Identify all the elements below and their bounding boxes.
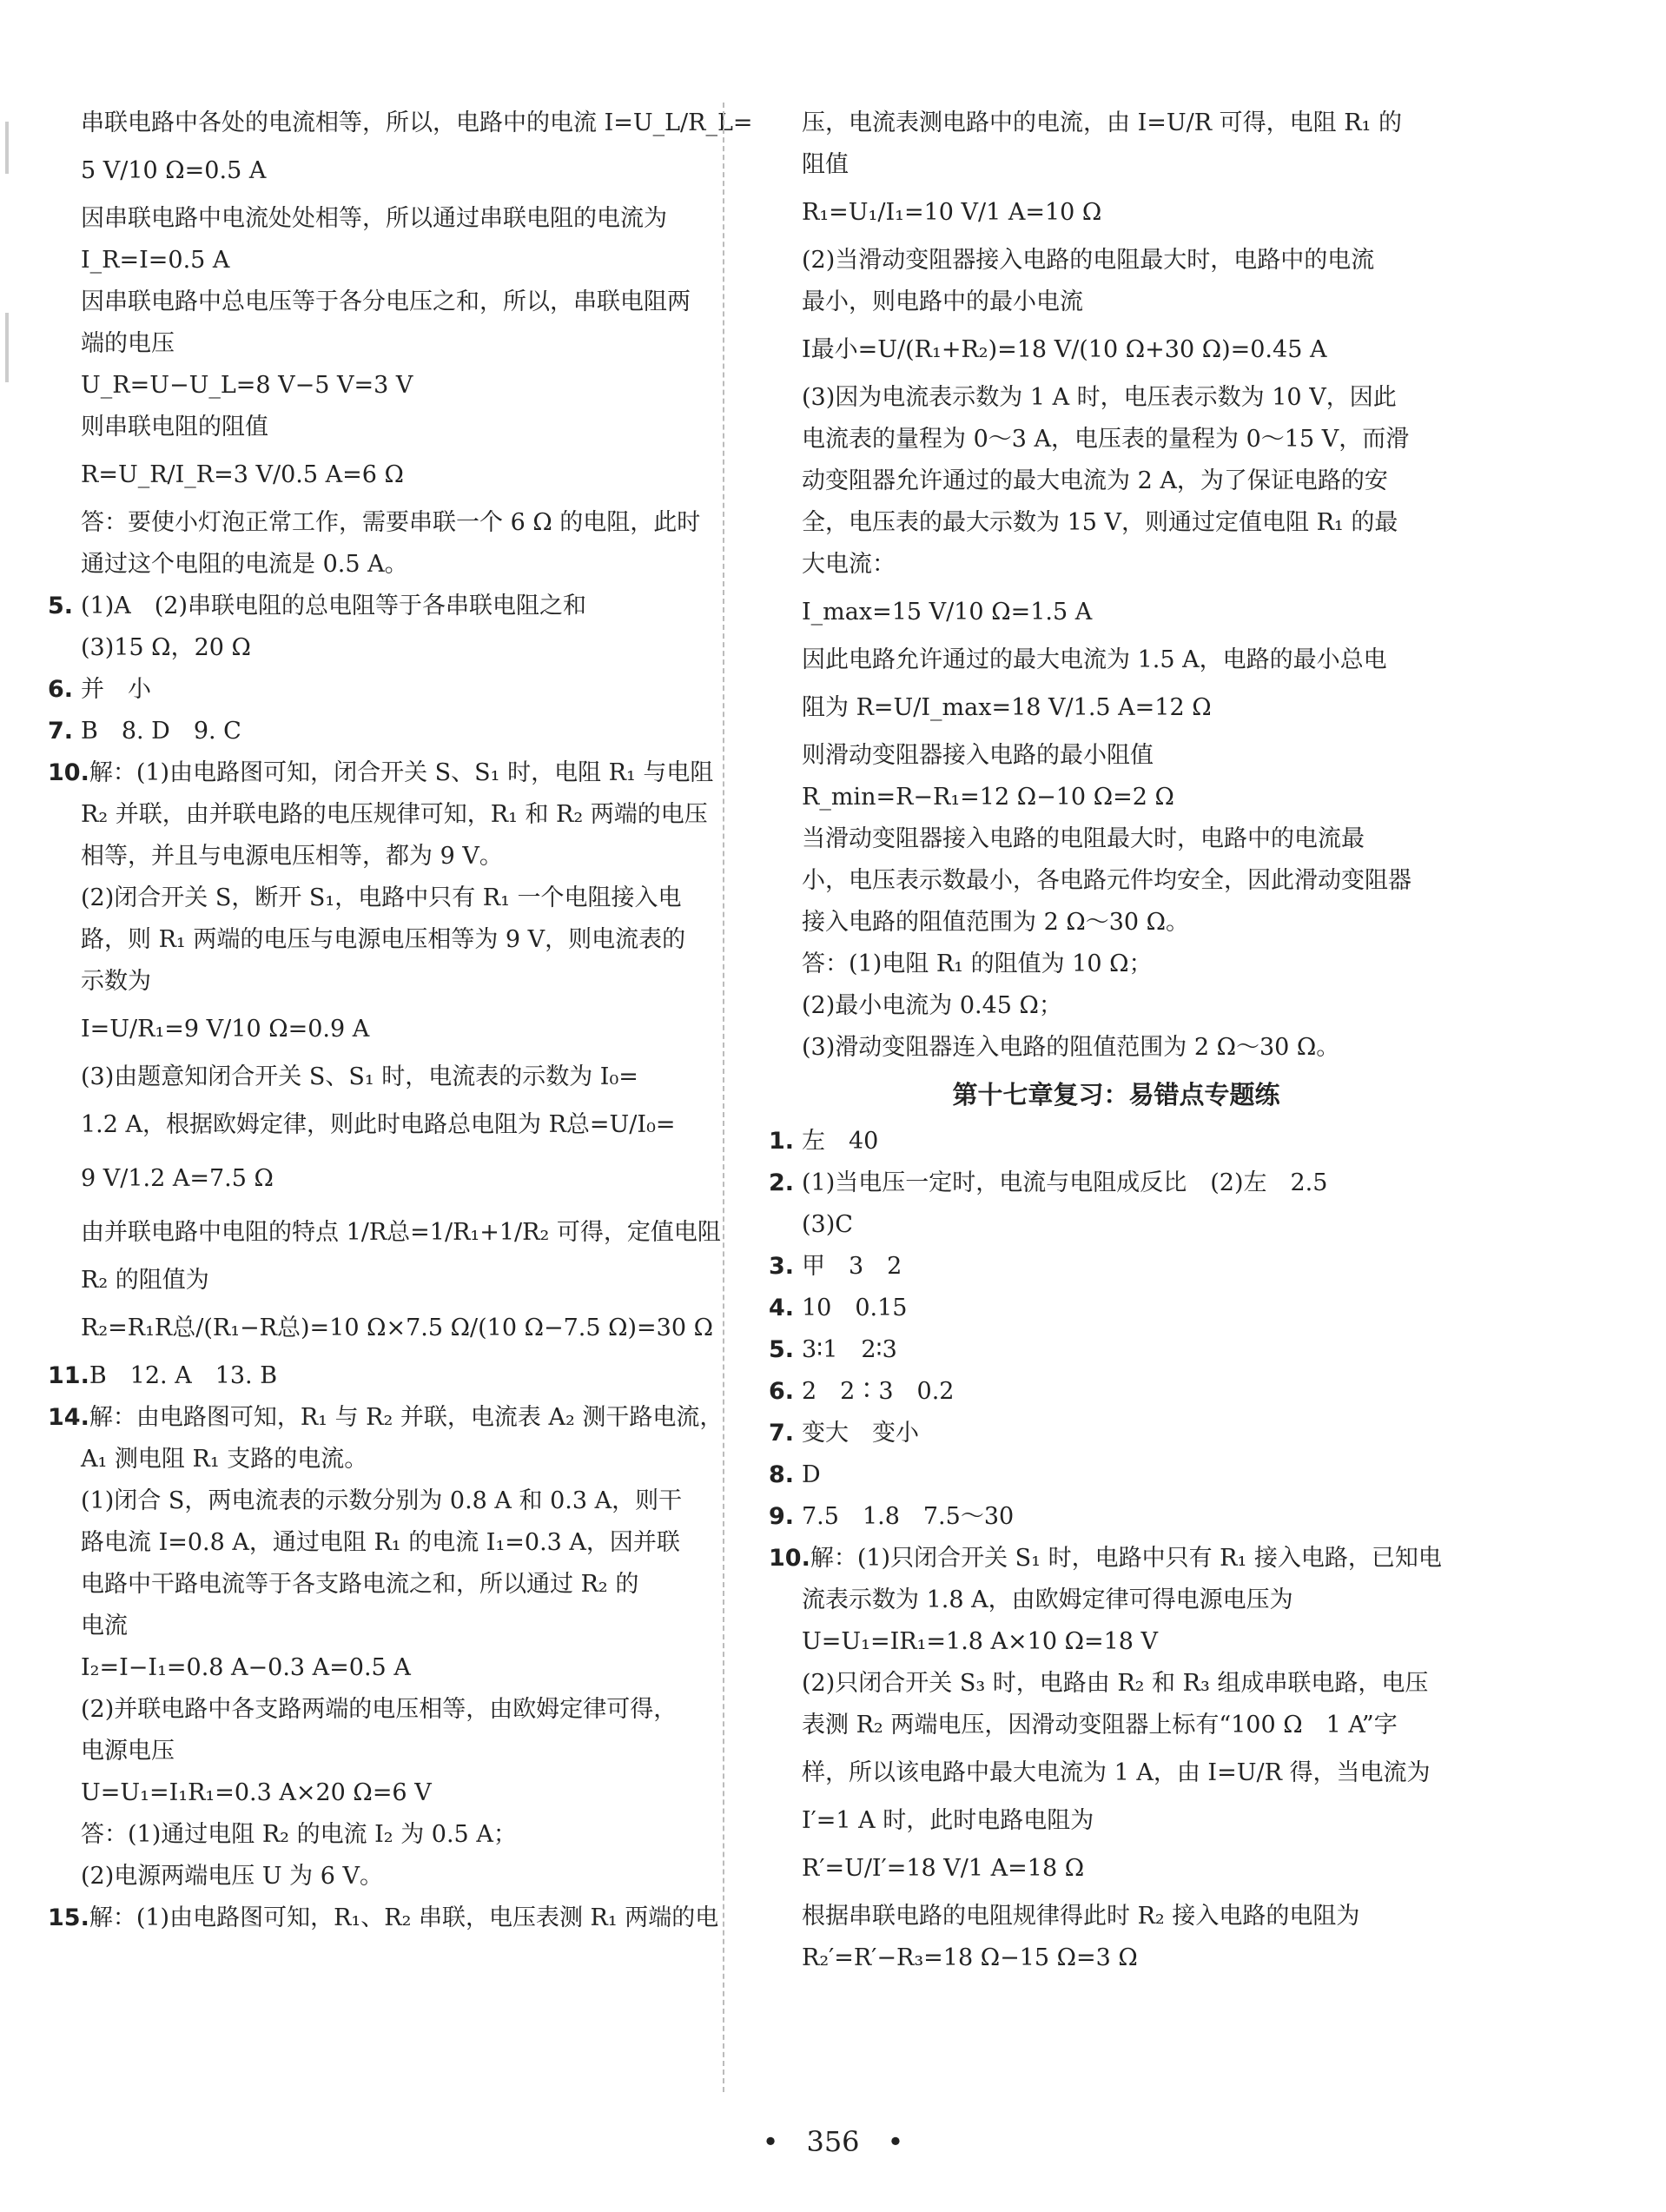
answer-line bbox=[769, 639, 1464, 681]
answer-text: 小，电压表示数最小，各电路元件均安全，因此滑动变阻器 bbox=[802, 867, 1411, 894]
margin-mark bbox=[5, 122, 9, 174]
answer-text: (1)A (2)串联电阻的总电阻等于各串联电阻之和 bbox=[81, 593, 586, 619]
chapter-title: 第十七章复习：易错点专题练 bbox=[952, 1080, 1280, 1109]
answer-line bbox=[769, 985, 1464, 1027]
answer-text: 10 0.15 bbox=[802, 1295, 908, 1321]
answer-text: 最小，则电路中的最小电流 bbox=[802, 288, 1083, 315]
answer-text: 路，则 R₁ 两端的电压与电源电压相等为 9 V，则电流表的 bbox=[81, 926, 686, 953]
question-number: 11. bbox=[48, 1362, 89, 1389]
answer-line bbox=[48, 1606, 743, 1647]
answer-line bbox=[48, 448, 743, 502]
answer-line bbox=[769, 944, 1464, 985]
question-number: 7. bbox=[48, 718, 74, 745]
answer-text: 答：(1)电阻 R₁ 的阻值为 10 Ω； bbox=[802, 950, 1153, 977]
answer-text: A₁ 测电阻 R₁ 支路的电流。 bbox=[81, 1446, 368, 1473]
answer-line bbox=[769, 1121, 1464, 1162]
answer-text: (3)滑动变阻器连入电路的阻值范围为 2 Ω～30 Ω。 bbox=[802, 1034, 1340, 1061]
answer-line bbox=[48, 198, 743, 240]
answer-text: 样，所以该电路中最大电流为 1 A，由 I=U/R 得，当电流为 bbox=[802, 1759, 1431, 1786]
answer-line bbox=[48, 1856, 743, 1897]
answer-line bbox=[769, 240, 1464, 281]
answer-line bbox=[48, 1206, 743, 1260]
answer-line bbox=[769, 1413, 1464, 1454]
question-number: 9. bbox=[769, 1503, 795, 1530]
answer-text: 由并联电路中电阻的特点 1/R总=1/R₁+1/R₂ 可得，定值电阻 bbox=[81, 1219, 721, 1246]
answer-line bbox=[48, 1772, 743, 1814]
answer-line bbox=[48, 1647, 743, 1689]
answer-text: (2)最小电流为 0.45 Ω； bbox=[802, 992, 1062, 1019]
answer-text: 则滑动变阻器接入电路的最小阻值 bbox=[802, 742, 1154, 769]
answer-text: (2)当滑动变阻器接入电路的电阻最大时，电路中的电流 bbox=[802, 247, 1375, 274]
answer-line bbox=[48, 407, 743, 448]
answer-line bbox=[769, 1621, 1464, 1663]
answer-text: 流表示数为 1.8 A，由欧姆定律可得电源电压为 bbox=[802, 1586, 1293, 1613]
answer-text: 解：(1)只闭合开关 S₁ 时，电路中只有 R₁ 接入电路，已知电 bbox=[810, 1545, 1442, 1572]
answer-text: R₁=U₁/I₁=10 V/1 A=10 Ω bbox=[802, 199, 1102, 226]
answer-line bbox=[48, 365, 743, 407]
answer-text: 3∶1 2∶3 bbox=[802, 1336, 897, 1363]
answer-text: (2)并联电路中各支路两端的电压相等，由欧姆定律可得， bbox=[81, 1696, 678, 1723]
answer-text: R′=U/I′=18 V/1 A=18 Ω bbox=[802, 1855, 1085, 1882]
answer-line bbox=[48, 919, 743, 961]
answer-line bbox=[769, 544, 1464, 586]
answer-text: I_max=15 V/10 Ω=1.5 A bbox=[802, 599, 1093, 626]
right-column bbox=[769, 103, 1464, 1979]
answer-line bbox=[769, 502, 1464, 544]
answer-text: (3)因为电流表示数为 1 A 时，电压表示数为 10 V，因此 bbox=[802, 384, 1397, 411]
answer-text: B 8. D 9. C bbox=[81, 718, 241, 745]
question-number: 10. bbox=[48, 759, 89, 786]
answer-line bbox=[48, 502, 743, 544]
question-number: 15. bbox=[48, 1904, 89, 1931]
answer-line bbox=[769, 1204, 1464, 1246]
answer-line bbox=[769, 735, 1464, 777]
answer-line bbox=[769, 419, 1464, 460]
answer-line bbox=[769, 1371, 1464, 1413]
answer-line bbox=[769, 377, 1464, 419]
answer-text: I=U/R₁=9 V/10 Ω=0.9 A bbox=[81, 1016, 370, 1043]
answer-line bbox=[769, 1538, 1464, 1580]
answer-text: 电流 bbox=[81, 1613, 128, 1639]
answer-line bbox=[48, 281, 743, 323]
answer-line bbox=[48, 961, 743, 1003]
answer-line bbox=[48, 144, 743, 198]
column-divider bbox=[723, 103, 724, 2092]
question-number: 3. bbox=[769, 1253, 795, 1280]
answer-line bbox=[769, 1288, 1464, 1329]
question-number: 6. bbox=[48, 676, 74, 703]
answer-line bbox=[769, 902, 1464, 944]
answer-text: 解：(1)由电路图可知，R₁、R₂ 串联，电压表测 R₁ 两端的电 bbox=[89, 1904, 719, 1931]
answer-line bbox=[769, 1246, 1464, 1288]
answer-text: 当滑动变阻器接入电路的电阻最大时，电路中的电流最 bbox=[802, 825, 1365, 852]
question-number: 10. bbox=[769, 1545, 810, 1572]
answer-text: 表测 R₂ 两端电压，因滑动变阻器上标有“100 Ω 1 A”字 bbox=[802, 1712, 1398, 1738]
answer-text: R_min=R−R₁=12 Ω−10 Ω=2 Ω bbox=[802, 784, 1174, 811]
answer-line bbox=[48, 1152, 743, 1206]
answer-text: (1)当电压一定时，电流与电阻成反比 (2)左 2.5 bbox=[802, 1169, 1328, 1196]
answer-line bbox=[48, 1260, 743, 1301]
answer-line bbox=[48, 1397, 743, 1439]
answer-text: 示数为 bbox=[81, 968, 151, 995]
answer-line bbox=[769, 186, 1464, 240]
answer-text: (2)电源两端电压 U 为 6 V。 bbox=[81, 1863, 384, 1890]
answer-text: 变大 变小 bbox=[802, 1420, 919, 1447]
answer-line bbox=[48, 1564, 743, 1606]
answer-line bbox=[769, 1580, 1464, 1621]
answer-text: 压，电流表测电路中的电流，由 I=U/R 可得，电阻 R₁ 的 bbox=[802, 109, 1402, 136]
answer-line bbox=[48, 1301, 743, 1355]
answer-text: 1.2 A，根据欧姆定律，则此时电路总电阻为 R总=U/I₀= bbox=[81, 1111, 676, 1138]
answer-text: 阻为 R=U/I_max=18 V/1.5 A=12 Ω bbox=[802, 694, 1212, 721]
answer-line bbox=[48, 711, 743, 752]
answer-line bbox=[48, 1098, 743, 1152]
answer-text: 全，电压表的最大示数为 15 V，则通过定值电阻 R₁ 的最 bbox=[802, 509, 1398, 536]
answer-text: R₂ 的阻值为 bbox=[81, 1267, 209, 1294]
answer-line bbox=[769, 1800, 1464, 1842]
answer-line bbox=[769, 1937, 1464, 1979]
question-number: 8. bbox=[769, 1461, 795, 1488]
answer-line bbox=[769, 323, 1464, 377]
question-number: 4. bbox=[769, 1295, 795, 1321]
answer-text: 7.5 1.8 7.5～30 bbox=[802, 1503, 1015, 1530]
answer-line bbox=[769, 1454, 1464, 1496]
answer-line bbox=[769, 1162, 1464, 1204]
page-number: • 356 • bbox=[762, 2125, 904, 2158]
answer-text: I最小=U/(R₁+R₂)=18 V/(10 Ω+30 Ω)=0.45 A bbox=[802, 336, 1327, 363]
answer-text: 则串联电阻的阻值 bbox=[81, 414, 268, 440]
answer-text: 解：由电路图可知，R₁ 与 R₂ 并联，电流表 A₂ 测干路电流， bbox=[89, 1404, 724, 1431]
answer-text: 通过这个电阻的电流是 0.5 A。 bbox=[81, 551, 408, 578]
answer-line bbox=[769, 1663, 1464, 1705]
answer-line bbox=[769, 1746, 1464, 1800]
answer-text: 答：(1)通过电阻 R₂ 的电流 I₂ 为 0.5 A； bbox=[81, 1821, 517, 1848]
answer-line bbox=[769, 1027, 1464, 1069]
answer-line bbox=[48, 323, 743, 365]
answer-line bbox=[769, 103, 1464, 144]
question-number: 1. bbox=[769, 1128, 795, 1155]
answer-line bbox=[48, 794, 743, 836]
answer-text: 并 小 bbox=[81, 676, 151, 703]
answer-text: (2)只闭合开关 S₃ 时，电路由 R₂ 和 R₃ 组成串联电路，电压 bbox=[802, 1670, 1429, 1697]
answer-line bbox=[48, 1003, 743, 1056]
answer-text: 相等，并且与电源电压相等，都为 9 V。 bbox=[81, 843, 503, 870]
answer-line bbox=[769, 681, 1464, 735]
answer-line bbox=[48, 586, 743, 627]
answer-line bbox=[769, 1842, 1464, 1896]
answer-text: 答：要使小灯泡正常工作，需要串联一个 6 Ω 的电阻，此时 bbox=[81, 509, 701, 536]
answer-line bbox=[48, 752, 743, 794]
question-number: 2. bbox=[769, 1169, 795, 1196]
question-number: 7. bbox=[769, 1420, 795, 1447]
answer-text: (3)15 Ω，20 Ω bbox=[81, 634, 251, 661]
answer-line bbox=[769, 460, 1464, 502]
answer-line bbox=[48, 1522, 743, 1564]
answer-text: (3)由题意知闭合开关 S、S₁ 时，电流表的示数为 I₀= bbox=[81, 1063, 638, 1090]
answer-text: D bbox=[802, 1461, 821, 1488]
answer-line bbox=[769, 586, 1464, 639]
answer-text: R₂′=R′−R₃=18 Ω−15 Ω=3 Ω bbox=[802, 1944, 1138, 1971]
answer-text: 因串联电路中总电压等于各分电压之和，所以，串联电阻两 bbox=[81, 288, 691, 315]
answer-text: I′=1 A 时，此时电路电阻为 bbox=[802, 1807, 1094, 1834]
answer-text: 5 V/10 Ω=0.5 A bbox=[81, 157, 267, 184]
answer-text: 9 V/1.2 A=7.5 Ω bbox=[81, 1165, 274, 1192]
answer-line bbox=[769, 1896, 1464, 1937]
answer-text: R₂=R₁R总/(R₁−R总)=10 Ω×7.5 Ω/(10 Ω−7.5 Ω)=30 Ω bbox=[81, 1315, 713, 1341]
answer-text: 电流表的量程为 0～3 A，电压表的量程为 0～15 V，而滑 bbox=[802, 426, 1410, 453]
answer-text: (2)闭合开关 S，断开 S₁，电路中只有 R₁ 一个电阻接入电 bbox=[81, 884, 682, 911]
answer-text: 解：(1)由电路图可知，闭合开关 S、S₁ 时，电阻 R₁ 与电阻 bbox=[89, 759, 714, 786]
answer-line bbox=[48, 669, 743, 711]
answer-text: 阻值 bbox=[802, 151, 849, 178]
answer-text: 甲 3 2 bbox=[802, 1253, 902, 1280]
answer-text: U_R=U−U_L=8 V−5 V=3 V bbox=[81, 372, 413, 399]
answer-line bbox=[48, 627, 743, 669]
answer-text: 因此电路允许通过的最大电流为 1.5 A，电路的最小总电 bbox=[802, 646, 1387, 673]
answer-line bbox=[48, 240, 743, 281]
answer-text: I₂=I−I₁=0.8 A−0.3 A=0.5 A bbox=[81, 1654, 411, 1681]
answer-text: 左 40 bbox=[802, 1128, 879, 1155]
answer-text: 动变阻器允许通过的最大电流为 2 A，为了保证电路的安 bbox=[802, 467, 1388, 494]
question-number: 6. bbox=[769, 1378, 795, 1405]
answer-text: R₂ 并联，由并联电路的电压规律可知，R₁ 和 R₂ 两端的电压 bbox=[81, 801, 708, 828]
answer-line bbox=[48, 878, 743, 919]
left-column bbox=[48, 103, 753, 1939]
answer-line bbox=[48, 103, 753, 144]
answer-line bbox=[769, 1496, 1464, 1538]
answer-text: 因串联电路中电流处处相等，所以通过串联电阻的电流为 bbox=[81, 205, 667, 232]
answer-text: 电路中干路电流等于各支路电流之和，所以通过 R₂ 的 bbox=[81, 1571, 639, 1598]
answer-line bbox=[769, 1705, 1464, 1746]
answer-text: U=U₁=IR₁=1.8 A×10 Ω=18 V bbox=[802, 1628, 1159, 1655]
answer-text: B 12. A 13. B bbox=[89, 1362, 278, 1389]
answer-text: R=U_R/I_R=3 V/0.5 A=6 Ω bbox=[81, 461, 404, 488]
answer-line bbox=[48, 1814, 743, 1856]
answer-text: 端的电压 bbox=[81, 330, 175, 357]
answer-line bbox=[769, 818, 1464, 860]
answer-line bbox=[48, 1355, 743, 1397]
margin-mark bbox=[5, 313, 9, 382]
right-column-part-a bbox=[769, 103, 1464, 1069]
answer-line bbox=[48, 1439, 743, 1480]
answer-line bbox=[48, 1689, 743, 1731]
answer-line bbox=[48, 1897, 743, 1939]
answer-text: (3)C bbox=[802, 1211, 853, 1238]
answer-text: 串联电路中各处的电流相等，所以，电路中的电流 I=U_L/R_L= bbox=[81, 109, 753, 136]
answer-text: I_R=I=0.5 A bbox=[81, 247, 230, 274]
answer-text: 大电流： bbox=[802, 551, 896, 578]
answer-line bbox=[48, 544, 743, 586]
answer-line bbox=[48, 1480, 743, 1522]
question-number: 5. bbox=[769, 1336, 795, 1363]
question-number: 5. bbox=[48, 593, 74, 619]
answer-line bbox=[769, 1329, 1464, 1371]
answer-line bbox=[769, 860, 1464, 902]
answer-text: (1)闭合 S，两电流表的示数分别为 0.8 A 和 0.3 A，则干 bbox=[81, 1487, 683, 1514]
answer-text: 根据串联电路的电阻规律得此时 R₂ 接入电路的电阻为 bbox=[802, 1903, 1360, 1930]
answer-line bbox=[48, 1731, 743, 1772]
answer-line bbox=[769, 144, 1464, 186]
answer-text: 电源电压 bbox=[81, 1738, 175, 1765]
question-number: 14. bbox=[48, 1404, 89, 1431]
answer-text: 路电流 I=0.8 A，通过电阻 R₁ 的电流 I₁=0.3 A，因并联 bbox=[81, 1529, 680, 1556]
answer-line bbox=[48, 1056, 743, 1098]
answer-line bbox=[769, 777, 1464, 818]
answer-text: 2 2∶3 0.2 bbox=[802, 1378, 955, 1405]
answer-line bbox=[48, 836, 743, 878]
answer-text: U=U₁=I₁R₁=0.3 A×20 Ω=6 V bbox=[81, 1779, 432, 1806]
answer-line bbox=[769, 281, 1464, 323]
right-column-part-b bbox=[769, 1121, 1464, 1979]
answer-text: 接入电路的阻值范围为 2 Ω～30 Ω。 bbox=[802, 909, 1190, 936]
